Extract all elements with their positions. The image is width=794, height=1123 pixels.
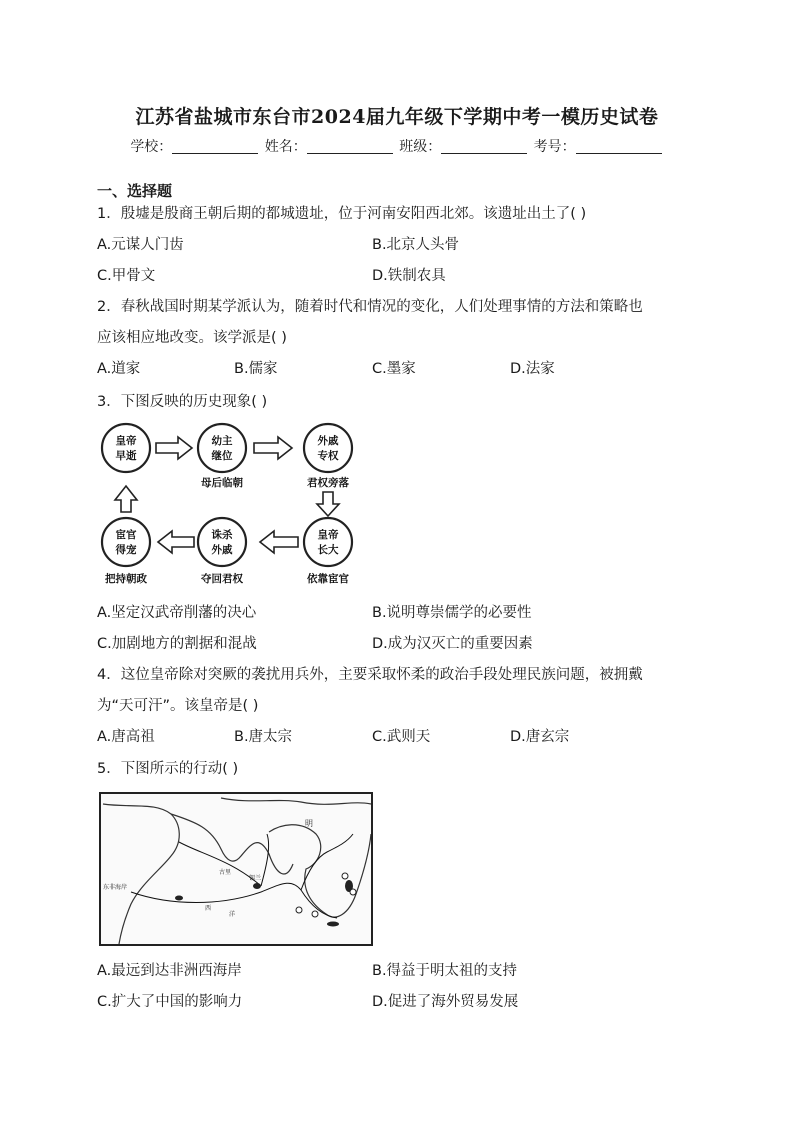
q5-option-c: C.扩大了中国的影响力 [97, 994, 243, 1010]
exam-no-blank[interactable] [576, 139, 662, 154]
node2-text-top: 幼主 [211, 435, 233, 447]
node2-text-bottom: 继位 [211, 450, 233, 462]
ship-mark [175, 896, 183, 901]
node3-caption: 君权旁落 [307, 477, 349, 489]
node4-text-bottom: 长大 [317, 544, 339, 556]
node-eunuch-favored [102, 518, 150, 585]
coastline-africa [103, 804, 179, 944]
node6-caption: 把持朝政 [105, 573, 147, 585]
school-blank[interactable] [172, 139, 258, 154]
q2-stem-line1: 2．春秋战国时期某学派认为，随着时代和情况的变化，人们处理事情的方法和策略也 [97, 299, 643, 315]
island-mark [327, 922, 339, 927]
class-label: 班级： [399, 139, 442, 155]
q3-option-b: B.说明尊崇儒学的必要性 [372, 605, 532, 621]
node-consort-power [304, 424, 352, 489]
name-label: 姓名： [264, 139, 307, 155]
node1-text-bottom: 早逝 [115, 450, 137, 462]
q2-option-a: A.道家 [97, 361, 141, 377]
coastline-asia [269, 825, 371, 917]
node4-caption: 依靠宦官 [307, 573, 349, 585]
q5-option-d: D.促进了海外贸易发展 [372, 994, 519, 1010]
port-marker [350, 889, 356, 895]
arrow-right-1 [156, 437, 192, 459]
map-label-xi: 西 [205, 905, 212, 912]
arrow-left-2 [158, 531, 194, 553]
node3-text-bottom: 专权 [317, 450, 339, 462]
q4-option-a: A.唐高祖 [97, 729, 155, 745]
ship-mark [253, 883, 261, 889]
q4-option-b: B.唐太宗 [234, 729, 293, 745]
node-kill-consorts [198, 518, 246, 585]
q3-stem: 3．下图反映的历史现象( ) [97, 394, 268, 410]
history-flowchart [98, 422, 360, 592]
port-marker [342, 873, 348, 879]
q1-option-a: A.元谋人门齿 [97, 237, 184, 253]
route-north [261, 834, 269, 886]
q5-stem: 5．下图所示的行动( ) [97, 761, 239, 777]
route-east [301, 834, 353, 890]
map-label-ming: 明 [305, 819, 313, 828]
arrow-right-2 [254, 437, 292, 459]
exam-no-label: 考号： [533, 139, 576, 155]
voyage-map-drawing [101, 794, 371, 944]
map-label-yang: 洋 [229, 911, 236, 918]
name-blank[interactable] [307, 139, 393, 154]
q3-option-d: D.成为汉灭亡的重要因素 [372, 636, 533, 652]
q2-option-c: C.墨家 [372, 361, 416, 377]
node5-text-bottom: 外戚 [211, 544, 233, 556]
port-marker [296, 907, 302, 913]
q1-option-b: B.北京人头骨 [372, 237, 460, 253]
q1-stem: 1．殷墟是殷商王朝后期的都城遗址，位于河南安阳西北郊。该遗址出土了( ) [97, 206, 587, 222]
map-label-calicut: 古里 [219, 869, 232, 876]
q2-option-b: B.儒家 [234, 361, 278, 377]
map-label-ceylon: 锡兰 [249, 875, 262, 882]
node-emperor-grown [304, 518, 352, 585]
page-title: 江苏省盐城市东台市2024届九年级下学期中考一模历史试卷 [135, 106, 659, 128]
node6-text-top: 宦官 [115, 529, 137, 541]
node2-caption: 母后临朝 [201, 477, 243, 489]
q1-option-c: C.甲骨文 [97, 268, 156, 284]
student-info-line [0, 136, 794, 156]
node6-text-bottom: 得宠 [115, 544, 137, 556]
q4-option-d: D.唐玄宗 [510, 729, 570, 745]
section-heading: 一、选择题 [97, 182, 173, 200]
node3-text-top: 外戚 [317, 435, 339, 447]
port-marker [312, 911, 318, 917]
arrow-up [115, 486, 137, 512]
node4-text-top: 皇帝 [317, 529, 339, 541]
q2-stem-line2: 应该相应地改变。该学派是( ) [97, 330, 287, 346]
class-blank[interactable] [441, 139, 527, 154]
q4-stem-line2: 为“天可汗”。该皇帝是( ) [97, 698, 259, 714]
q5-option-a: A.最远到达非洲西海岸 [97, 963, 242, 979]
node5-text-top: 诛杀 [211, 529, 233, 541]
coastline-arabia [171, 814, 293, 874]
node5-caption: 夺回君权 [201, 573, 243, 585]
arrow-down [317, 492, 339, 516]
map-label-east-africa: 东非海岸 [103, 884, 128, 891]
q5-option-b: B.得益于明太祖的支持 [372, 963, 518, 979]
q4-option-c: C.武则天 [372, 729, 431, 745]
school-label: 学校： [130, 139, 173, 155]
q3-option-c: C.加剧地方的割据和混战 [97, 636, 257, 652]
arrow-left-1 [260, 531, 298, 553]
q4-stem-line1: 4．这位皇帝除对突厥的袭扰用兵外，主要采取怀柔的政治手段处理民族问题，被拥戴 [97, 667, 643, 683]
node1-text-top: 皇帝 [115, 435, 137, 447]
coastline-north [221, 798, 371, 804]
node-emperor-early-death [102, 424, 150, 472]
q2-option-d: D.法家 [510, 361, 555, 377]
voyage-map [99, 792, 373, 946]
q1-option-d: D.铁制农具 [372, 268, 446, 284]
q3-option-a: A.坚定汉武帝削藩的决心 [97, 605, 257, 621]
node-young-ruler [198, 424, 246, 489]
